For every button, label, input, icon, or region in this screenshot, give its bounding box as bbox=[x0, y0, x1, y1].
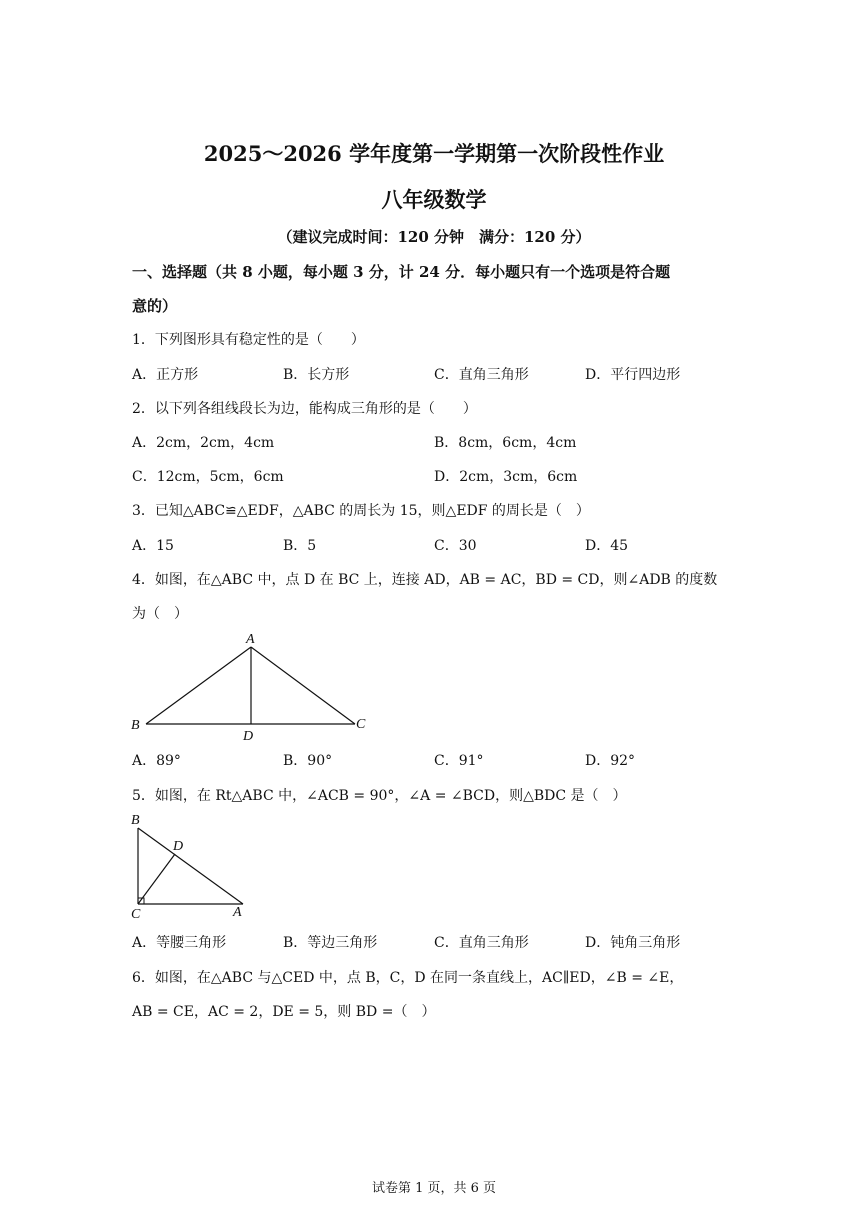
question-1-stem: 1．下列图形具有稳定性的是（ ） bbox=[132, 332, 365, 348]
question-4-option-a: A．89° bbox=[132, 753, 181, 769]
question-4-stem-line2: 为（ ） bbox=[132, 606, 188, 622]
label-a: A bbox=[233, 905, 242, 920]
segment-ab bbox=[146, 647, 251, 724]
section-heading-line1: 一、选择题（共 8 小题，每小题 3 分，计 24 分．每小题只有一个选项是符合题 bbox=[132, 263, 671, 281]
question-1-option-b: B．长方形 bbox=[283, 367, 350, 383]
question-5-option-a: A．等腰三角形 bbox=[132, 935, 227, 951]
label-b: B bbox=[131, 718, 140, 733]
question-4-stem-line1: 4．如图，在△ABC 中，点 D 在 BC 上，连接 AD，AB = AC，BD = CD，则∠ADB 的度数 bbox=[132, 572, 718, 588]
question-3-option-c: C．30 bbox=[434, 538, 477, 554]
label-b: B bbox=[131, 813, 140, 828]
question-2-option-d: D．2cm，3cm，6cm bbox=[434, 469, 578, 485]
question-5-option-d: D．钝角三角形 bbox=[585, 935, 681, 951]
question-3-option-a: A．15 bbox=[132, 538, 174, 554]
question-4-figure bbox=[125, 628, 385, 743]
question-2-option-c: C．12cm，5cm，6cm bbox=[132, 469, 284, 485]
question-5-option-b: B．等边三角形 bbox=[283, 935, 378, 951]
question-2-stem: 2．以下列各组线段长为边，能构成三角形的是（ ） bbox=[132, 401, 477, 417]
exam-subject: 八年级数学 bbox=[381, 187, 487, 212]
label-c: C bbox=[131, 907, 141, 922]
section-heading-line2: 意的） bbox=[132, 297, 178, 315]
question-4-option-b: B．90° bbox=[283, 753, 333, 769]
question-6-stem-line1: 6．如图，在△ABC 与△CED 中，点 B，C，D 在同一条直线上，AC∥ED，∠B = ∠E， bbox=[132, 970, 684, 986]
question-5-option-c: C．直角三角形 bbox=[434, 935, 529, 951]
question-2-option-b: B．8cm，6cm，4cm bbox=[434, 435, 577, 451]
question-3-stem: 3．已知△ABC≌△EDF，△ABC 的周长为 15，则△EDF 的周长是（ ） bbox=[132, 503, 590, 519]
question-6-stem-line2: AB = CE，AC = 2，DE = 5，则 BD =（ ） bbox=[132, 1004, 436, 1020]
question-4-option-d: D．92° bbox=[585, 753, 636, 769]
label-d: D bbox=[173, 839, 184, 854]
exam-title: 2025～2026 学年度第一学期第一次阶段性作业 bbox=[203, 141, 665, 166]
exam-note: （建议完成时间：120 分钟 满分：120 分） bbox=[277, 228, 591, 246]
question-4-option-c: C．91° bbox=[434, 753, 484, 769]
segment-ac bbox=[251, 647, 355, 724]
label-d: D bbox=[243, 729, 254, 743]
question-1-option-d: D．平行四边形 bbox=[585, 367, 681, 383]
question-1-option-c: C．直角三角形 bbox=[434, 367, 529, 383]
question-3-option-d: D．45 bbox=[585, 538, 629, 554]
question-1-option-a: A．正方形 bbox=[132, 367, 199, 383]
question-2-option-a: A．2cm，2cm，4cm bbox=[132, 435, 275, 451]
page-footer: 试卷第 1 页，共 6 页 bbox=[371, 1181, 497, 1196]
question-3-option-b: B．5 bbox=[283, 538, 317, 554]
question-5-figure bbox=[125, 808, 255, 923]
segment-cd bbox=[138, 854, 175, 904]
label-c: C bbox=[356, 717, 366, 732]
label-a: A bbox=[246, 632, 255, 647]
segment-ab bbox=[138, 828, 243, 904]
question-5-stem: 5．如图，在 Rt△ABC 中，∠ACB = 90°，∠A = ∠BCD，则△BDC 是（ ） bbox=[132, 788, 627, 804]
